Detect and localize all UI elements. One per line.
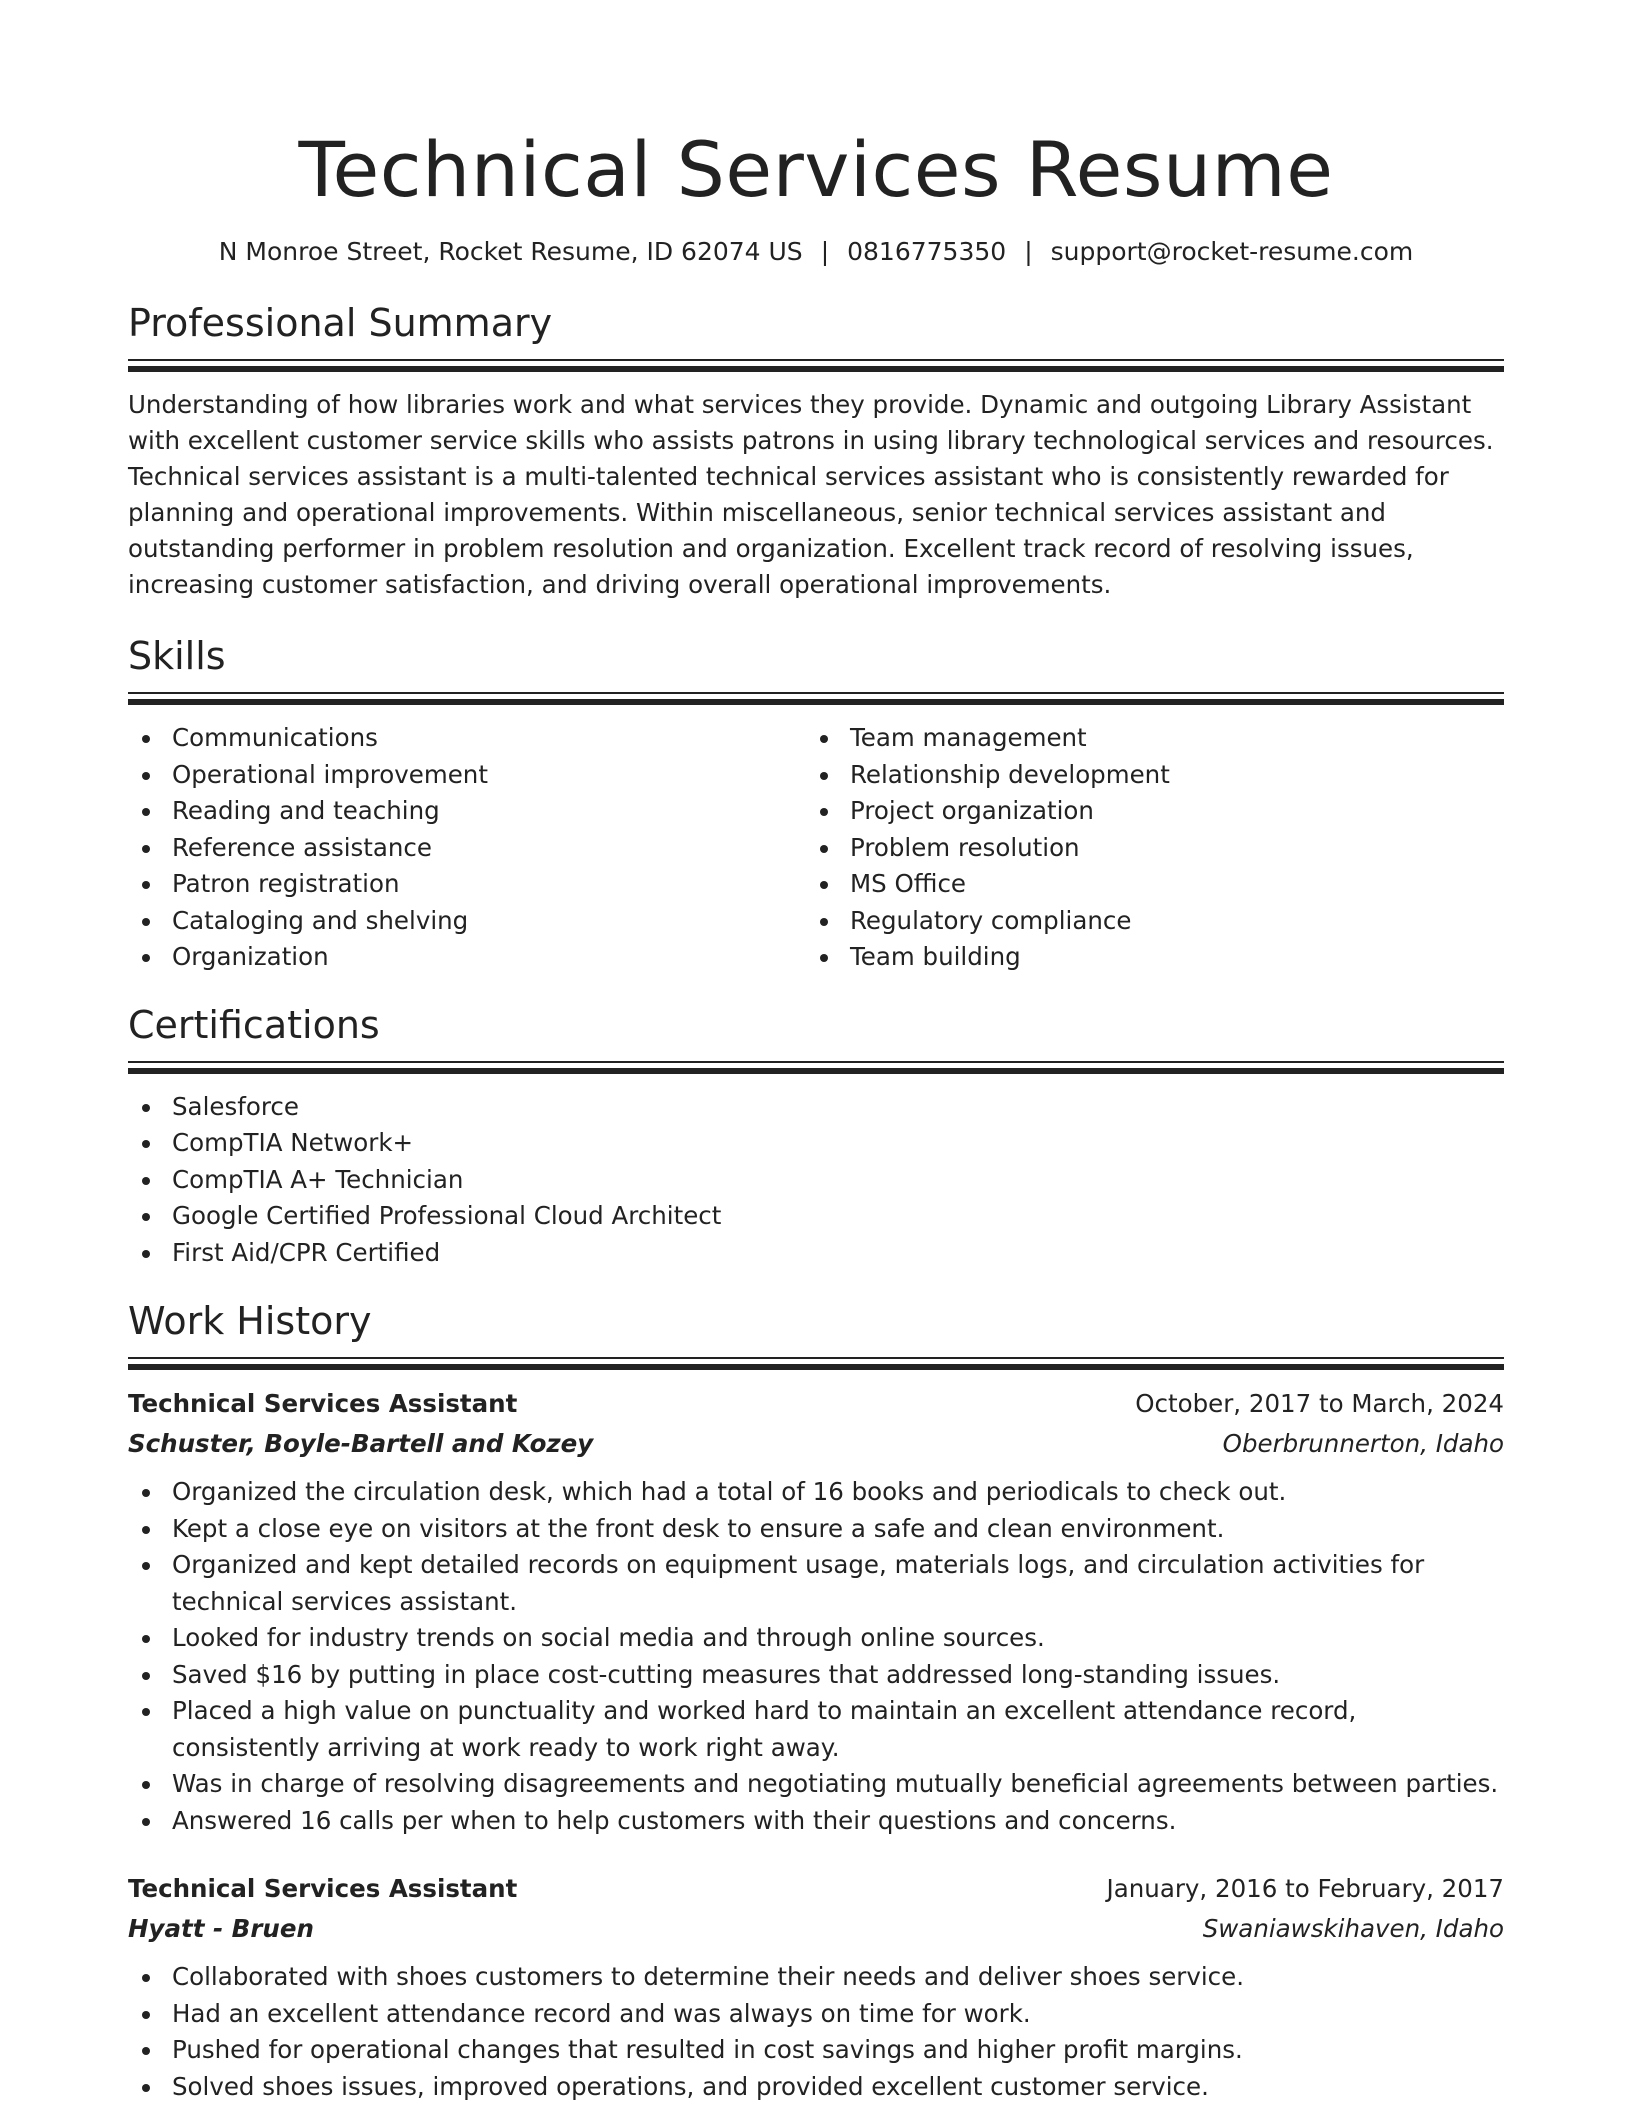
summary-text: Understanding of how libraries work and what services they provide. Dynamic and outgoing Library Assistant with excellent customer service skills who assists patrons in using library technological services and resources. Technical services assistant is a multi-talented technical services assistant who is consistently rewarded for planning and operational improvements. Within miscellaneous, senior technical services assistant and outstanding performer in problem resolution and organization. Excellent track record of resolving issues, increasing customer satisfaction, and driving overall operational improvements. [128,390,1494,599]
skill-item: Regulatory compliance [806,903,1484,940]
certifications-list [128,1089,1504,1272]
job-duty-item: Saved $16 by putting in place cost-cutting measures that addressed long-standing issues. [128,1657,1504,1694]
section-rule-thick [128,1364,1504,1370]
summary-heading: Professional Summary [128,301,553,345]
contact-separator: | [1024,237,1033,266]
job-location: Oberbrunnerton, Idaho [1222,1429,1504,1458]
job-company-row [128,1909,1504,1949]
job-company-row [128,1424,1504,1464]
job-entry [128,1384,1504,1839]
work-history-heading: Work History [128,1299,372,1343]
job-duty-item: Organized the circulation desk, which had a total of 16 books and periodicals to check out. [128,1474,1504,1511]
skill-item: Problem resolution [806,830,1484,867]
certification-item: CompTIA Network+ [128,1125,1504,1162]
job-header-row [128,1869,1504,1909]
job-company: Hyatt - Bruen [128,1914,314,1943]
work-history-section [128,1297,1504,2105]
job-title: Technical Services Assistant [128,1389,518,1418]
section-rule-thin [128,1061,1504,1063]
skill-item: Project organization [806,793,1484,830]
skill-item: Reading and teaching [128,793,806,830]
contact-email: support@rocket-resume.com [1050,237,1414,266]
certification-item: First Aid/CPR Certified [128,1235,1504,1272]
section-rule-thin [128,1357,1504,1359]
job-duty-item: Collaborated with shoes customers to determine their needs and deliver shoes service. [128,1959,1504,1996]
certification-item: Google Certified Professional Cloud Architect [128,1198,1504,1235]
job-title: Technical Services Assistant [128,1874,518,1903]
job-duty-item: Organized and kept detailed records on equipment usage, materials logs, and circulation activities for technical services assistant. [128,1547,1504,1620]
certifications-heading: Certifications [128,1002,380,1047]
section-rule-thick [128,366,1504,372]
skill-item: Organization [128,939,806,976]
skill-item: MS Office [806,866,1484,903]
job-duty-item: Answered 16 calls per when to help customers with their questions and concerns. [128,1803,1504,1840]
skill-item: Cataloging and shelving [128,903,806,940]
job-duties-list [128,1474,1504,1839]
job-duty-item: Pushed for operational changes that resulted in cost savings and higher profit margins. [128,2032,1504,2069]
job-duties-list [128,1959,1504,2105]
job-location: Swaniawskihaven, Idaho [1202,1914,1504,1943]
contact-line [128,236,1504,268]
skill-item: Operational improvement [128,757,806,794]
skills-grid [128,720,1504,976]
job-company: Schuster, Boyle-Bartell and Kozey [128,1429,594,1458]
contact-address: N Monroe Street, Rocket Resume, ID 62074 US [218,237,803,266]
skill-item: Communications [128,720,806,757]
skill-item: Relationship development [806,757,1484,794]
job-entry [128,1869,1504,2105]
certification-item: CompTIA A+ Technician [128,1162,1504,1199]
skills-heading: Skills [128,634,226,678]
contact-phone: 0816775350 [847,237,1007,266]
skills-list-right [806,720,1484,976]
section-rule-thin [128,359,1504,361]
skills-list-left [128,720,806,976]
summary-section [128,299,1504,603]
job-header-row [128,1384,1504,1424]
section-rule-thick [128,699,1504,705]
section-rule-thin [128,692,1504,694]
job-duty-item: Placed a high value on punctuality and worked hard to maintain an excellent attendance record, consistently arriving at work ready to work right away. [128,1693,1504,1766]
skill-item: Patron registration [128,866,806,903]
job-duty-item: Kept a close eye on visitors at the front desk to ensure a safe and clean environment. [128,1511,1504,1548]
section-rule-thick [128,1068,1504,1074]
job-dates: January, 2016 to February, 2017 [1106,1874,1504,1903]
certification-item: Salesforce [128,1089,1504,1126]
resume-title: Technical Services Resume [298,125,1334,214]
job-dates: October, 2017 to March, 2024 [1135,1389,1504,1418]
skill-item: Team building [806,939,1484,976]
certifications-section [128,1001,1504,1272]
skills-section [128,632,1504,976]
skill-item: Reference assistance [128,830,806,867]
job-duty-item: Looked for industry trends on social media and through online sources. [128,1620,1504,1657]
job-duty-item: Solved shoes issues, improved operations, and provided excellent customer service. [128,2069,1504,2106]
contact-separator: | [820,237,830,266]
job-duty-item: Was in charge of resolving disagreements and negotiating mutually beneficial agreements between parties. [128,1766,1504,1803]
skill-item: Team management [806,720,1484,757]
job-duty-item: Had an excellent attendance record and was always on time for work. [128,1996,1504,2033]
resume-page [128,0,1504,2105]
